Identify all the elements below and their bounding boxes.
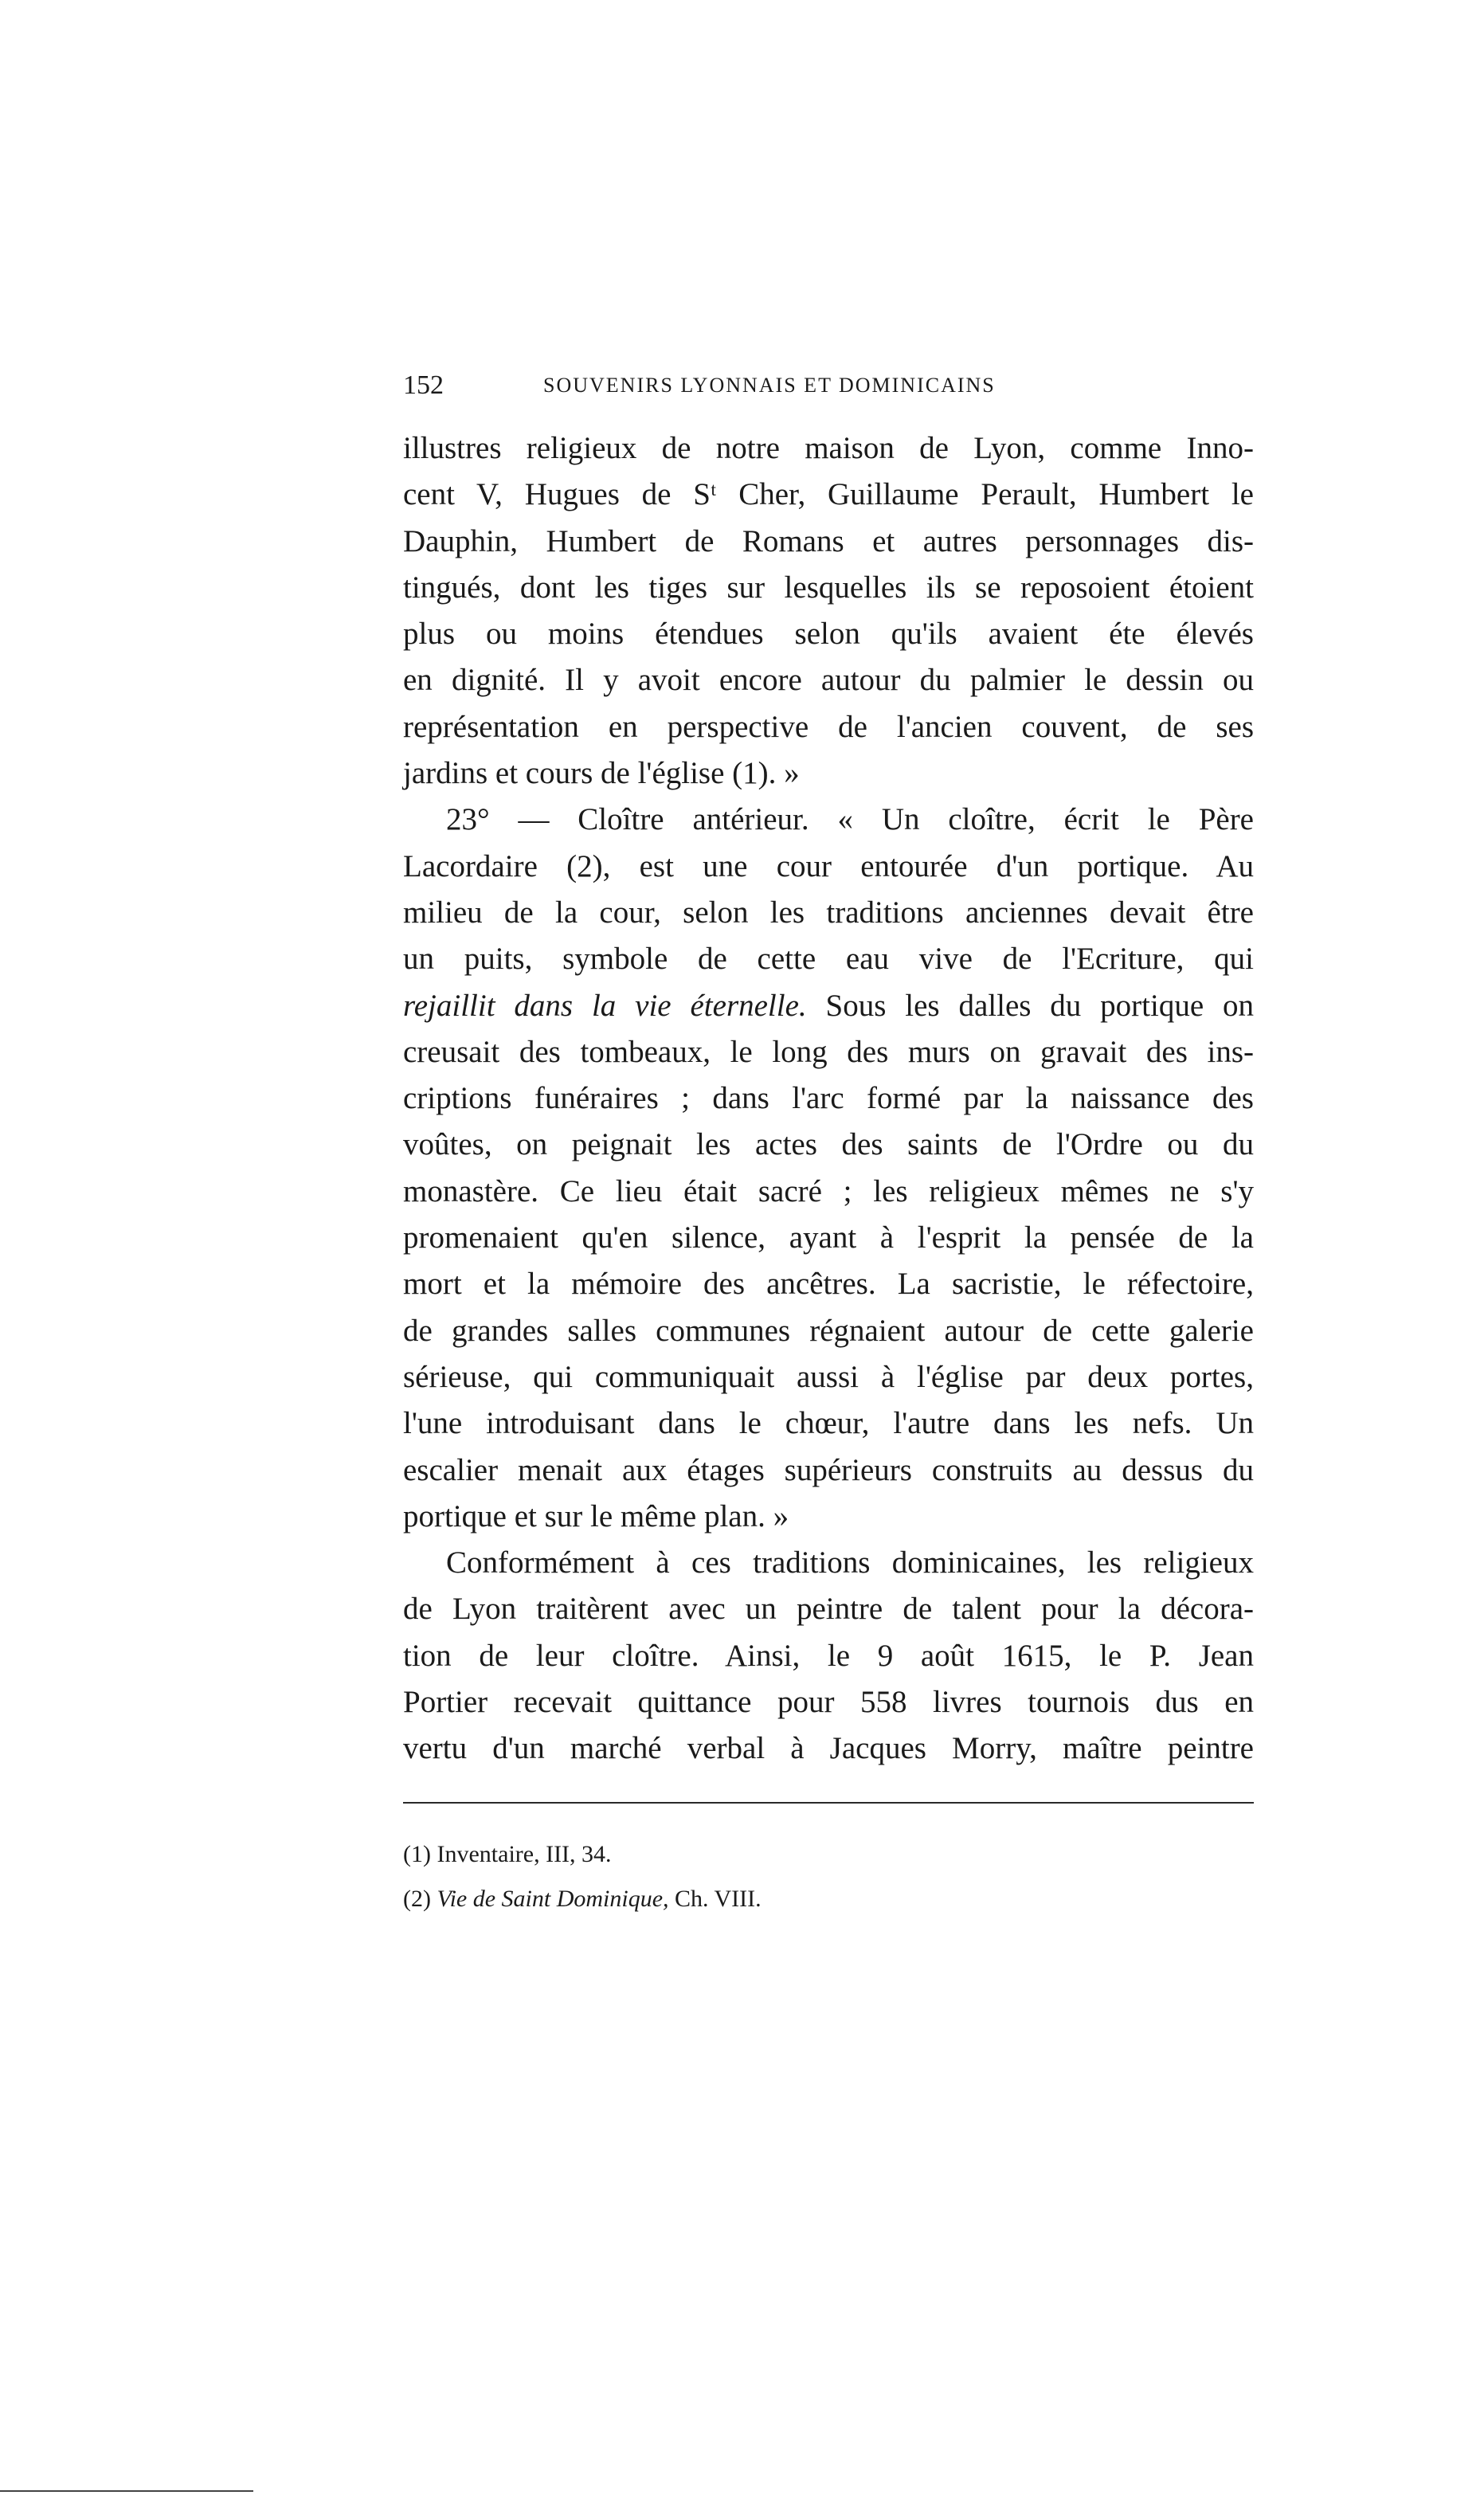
- footnotes: [403, 1832, 1254, 1921]
- scan-edge-line: [0, 2490, 253, 2492]
- text-line: illustres religieux de notre maison de Lyon, comme Inno-: [403, 431, 1254, 465]
- italic-quote: rejaillit dans la vie éternelle.: [403, 988, 807, 1023]
- text-line: criptions funéraires ; dans l'arc formé par la naissance des: [403, 1081, 1254, 1116]
- text-line: vertu d'un marché verbal à Jacques Morry, maître peintre: [403, 1731, 1254, 1766]
- text-line: 23° — Cloître antérieur. « Un cloître, écrit le Père: [446, 802, 1254, 837]
- footnote-title: Vie de Saint Dominique,: [437, 1886, 669, 1912]
- text-line: escalier menait aux étages supérieurs construits au dessus du: [403, 1452, 1254, 1487]
- text-line: représentation en perspective de l'ancien couvent, de ses: [403, 709, 1254, 744]
- text-line: Portier recevait quittance pour 558 livres tournois dus en: [403, 1685, 1254, 1720]
- text-line: milieu de la cour, selon les traditions anciennes devait être: [403, 895, 1254, 930]
- text-line: Lacordaire (2), est une cour entourée d'un portique. Au: [403, 848, 1254, 883]
- footnote-2: [403, 1877, 1254, 1921]
- text-line: Conformément à ces traditions dominicaines, les religieux: [446, 1545, 1254, 1580]
- text-line: monastère. Ce lieu était sacré ; les religieux mêmes ne s'y: [403, 1173, 1254, 1208]
- footnote-1: [403, 1832, 1254, 1877]
- text-line: sérieuse, qui communiquait aussi à l'église par deux portes,: [403, 1359, 1254, 1394]
- running-head: SOUVENIRS LYONNAIS ET DOMINICAINS: [543, 374, 996, 397]
- text-line: l'une introduisant dans le chœur, l'autre dans les nefs. Un: [403, 1406, 1254, 1441]
- text-line: tingués, dont les tiges sur lesquelles ils se reposoient étoient: [403, 570, 1254, 605]
- footnote-text: Inventaire, III, 34.: [437, 1841, 612, 1867]
- footnote-text: Ch. VIII.: [675, 1886, 762, 1912]
- text-segment: Sous les dalles du portique on: [806, 988, 1254, 1023]
- footnote-number: (2): [403, 1886, 431, 1912]
- body-text: [403, 425, 1254, 1772]
- footnote-number: (1): [403, 1841, 431, 1867]
- text-line: tion de leur cloître. Ainsi, le 9 août 1615, le P. Jean: [403, 1638, 1254, 1673]
- footnote-rule: [403, 1802, 1254, 1804]
- text-line: plus ou moins étendues selon qu'ils avaient éte élevés: [403, 617, 1254, 652]
- text-line: promenaient qu'en silence, ayant à l'esprit la pensée de la: [403, 1220, 1254, 1255]
- text-line: cent V, Hugues de Sᵗ Cher, Guillaume Perault, Humbert le: [403, 477, 1254, 512]
- text-line: de Lyon traitèrent avec un peintre de talent pour la décora-: [403, 1592, 1254, 1627]
- text-line: un puits, symbole de cette eau vive de l'Ecriture, qui: [403, 942, 1254, 977]
- text-line: voûtes, on peignait les actes des saints de l'Ordre ou du: [403, 1127, 1254, 1162]
- text-line: en dignité. Il y avoit encore autour du palmier le dessin ou: [403, 663, 1254, 698]
- text-line-mixed: [403, 983, 1254, 1029]
- text-line: jardins et cours de l'église (1). »: [403, 756, 800, 791]
- page-header: [403, 368, 1254, 403]
- text-line: creusait des tombeaux, le long des murs on gravait des ins-: [403, 1034, 1254, 1069]
- text-line: mort et la mémoire des ancêtres. La sacristie, le réfectoire,: [403, 1267, 1254, 1302]
- page-number: 152: [403, 370, 444, 400]
- text-line: portique et sur le même plan. »: [403, 1498, 789, 1533]
- text-line: de grandes salles communes régnaient autour de cette galerie: [403, 1313, 1254, 1348]
- text-line: Dauphin, Humbert de Romans et autres personnages dis-: [403, 523, 1254, 558]
